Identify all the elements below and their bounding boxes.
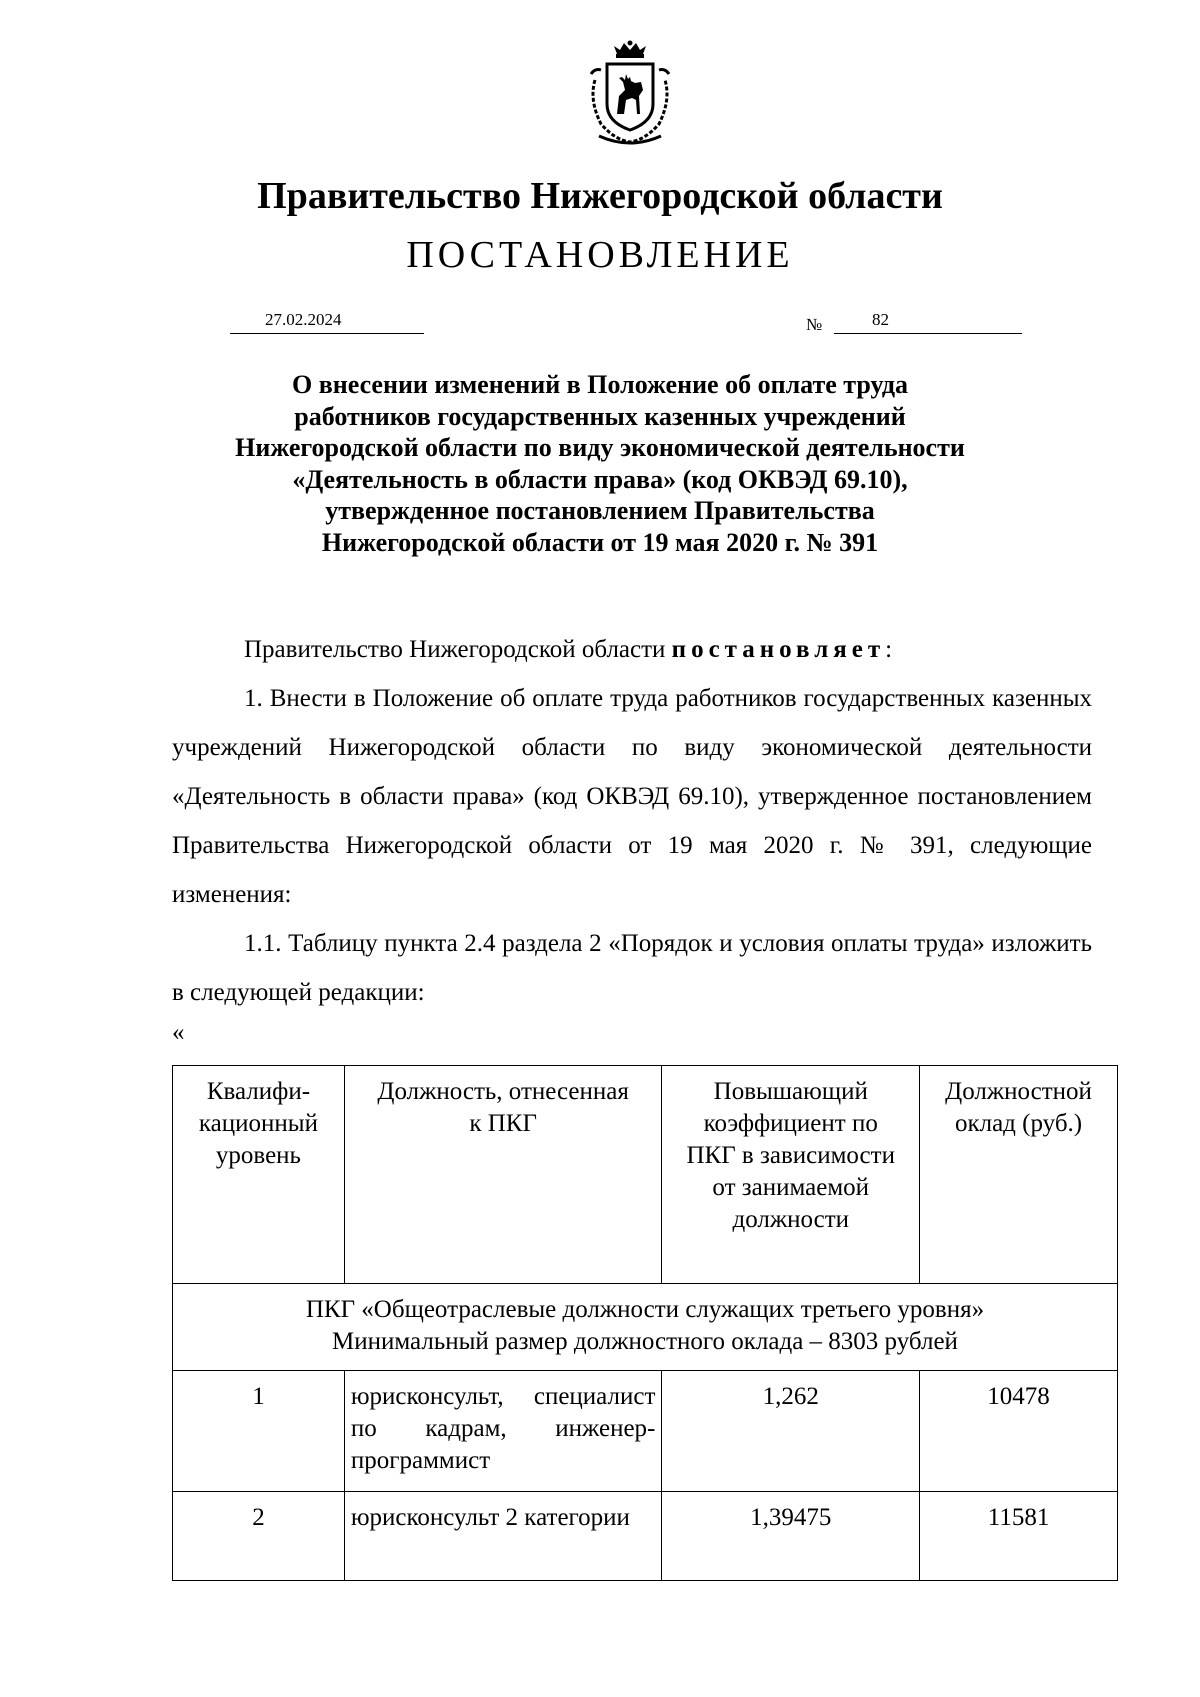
document-number: 82 bbox=[872, 310, 889, 329]
header-coefficient: Повышающий коэффициент по ПКГ в зависимости от занимаемой должности bbox=[662, 1066, 920, 1284]
document-type: ПОСТАНОВЛЕНИЕ bbox=[406, 234, 794, 276]
header-salary: Должностной оклад (руб.) bbox=[920, 1066, 1118, 1284]
preamble-tail: : bbox=[885, 636, 893, 663]
cell-coefficient: 1,39475 bbox=[662, 1492, 920, 1581]
cell-position: юрисконсульт 2 категории bbox=[344, 1492, 662, 1581]
group-title: ПКГ «Общеотраслевые должности служащих третьего уровня» bbox=[305, 1296, 985, 1323]
subject-line: Нижегородской области по виду экономической деятельности bbox=[235, 433, 965, 462]
subject-line: Нижегородской области от 19 мая 2020 г. № 391 bbox=[321, 527, 879, 557]
header-qualification-level: Квалифи- кационный уровень bbox=[173, 1066, 345, 1284]
organization-title: Правительство Нижегородской области bbox=[257, 175, 943, 217]
coat-of-arms-emblem bbox=[575, 40, 685, 150]
date-field bbox=[230, 309, 424, 334]
cell-salary: 11581 bbox=[920, 1492, 1118, 1581]
cell-level: 1 bbox=[173, 1371, 345, 1492]
subject-line: утвержденное постановлением Правительства bbox=[325, 496, 875, 525]
preamble-spaced-verb: постановляет bbox=[671, 636, 886, 663]
paragraph-1-1: 1.1. Таблицу пункта 2.4 раздела 2 «Порядок и условия оплаты труда» изложить в следующей редакции: bbox=[172, 930, 1092, 1006]
cell-coefficient: 1,262 bbox=[662, 1371, 920, 1492]
paragraph-1: 1. Внести в Положение об оплате труда работников государственных казенных учреждений Нижегородской области по виду экономической деятельности «Деятельность в области права» (код ОКВЭД 69.10), утвержденное постановлением Правительства Нижегородской области от 19 мая 2020 г. № 391, следующие изменения: bbox=[172, 685, 1092, 908]
number-field bbox=[834, 309, 1022, 334]
subject-line: О внесении изменений в Положение об оплате труда bbox=[291, 370, 909, 399]
cell-level: 2 bbox=[173, 1492, 345, 1581]
cell-salary: 10478 bbox=[920, 1371, 1118, 1492]
document-date: 27.02.2024 bbox=[265, 310, 342, 329]
group-min-salary: Минимальный размер должностного оклада – 8303 рублей bbox=[332, 1328, 958, 1355]
table-group-row bbox=[173, 1284, 1118, 1371]
number-sign: № bbox=[806, 315, 823, 334]
preamble-lead: Правительство Нижегородской области bbox=[244, 636, 672, 663]
salary-table bbox=[172, 1065, 1118, 1581]
table-row bbox=[173, 1492, 1118, 1581]
table-row bbox=[173, 1371, 1118, 1492]
table-header-row bbox=[173, 1066, 1118, 1284]
group-title-cell bbox=[173, 1284, 1118, 1371]
resolution-preamble bbox=[172, 625, 1092, 674]
subject-line: работников государственных казенных учреждений bbox=[294, 401, 906, 431]
document-subject bbox=[150, 369, 1050, 558]
cell-position: юрисконсульт, специалист по кадрам, инженер-программист bbox=[344, 1371, 662, 1492]
header-position: Должность, отнесенная к ПКГ bbox=[344, 1066, 662, 1284]
opening-quote: « bbox=[172, 1019, 185, 1046]
subject-line: «Деятельность в области права» (код ОКВЭД 69.10), bbox=[292, 464, 908, 494]
